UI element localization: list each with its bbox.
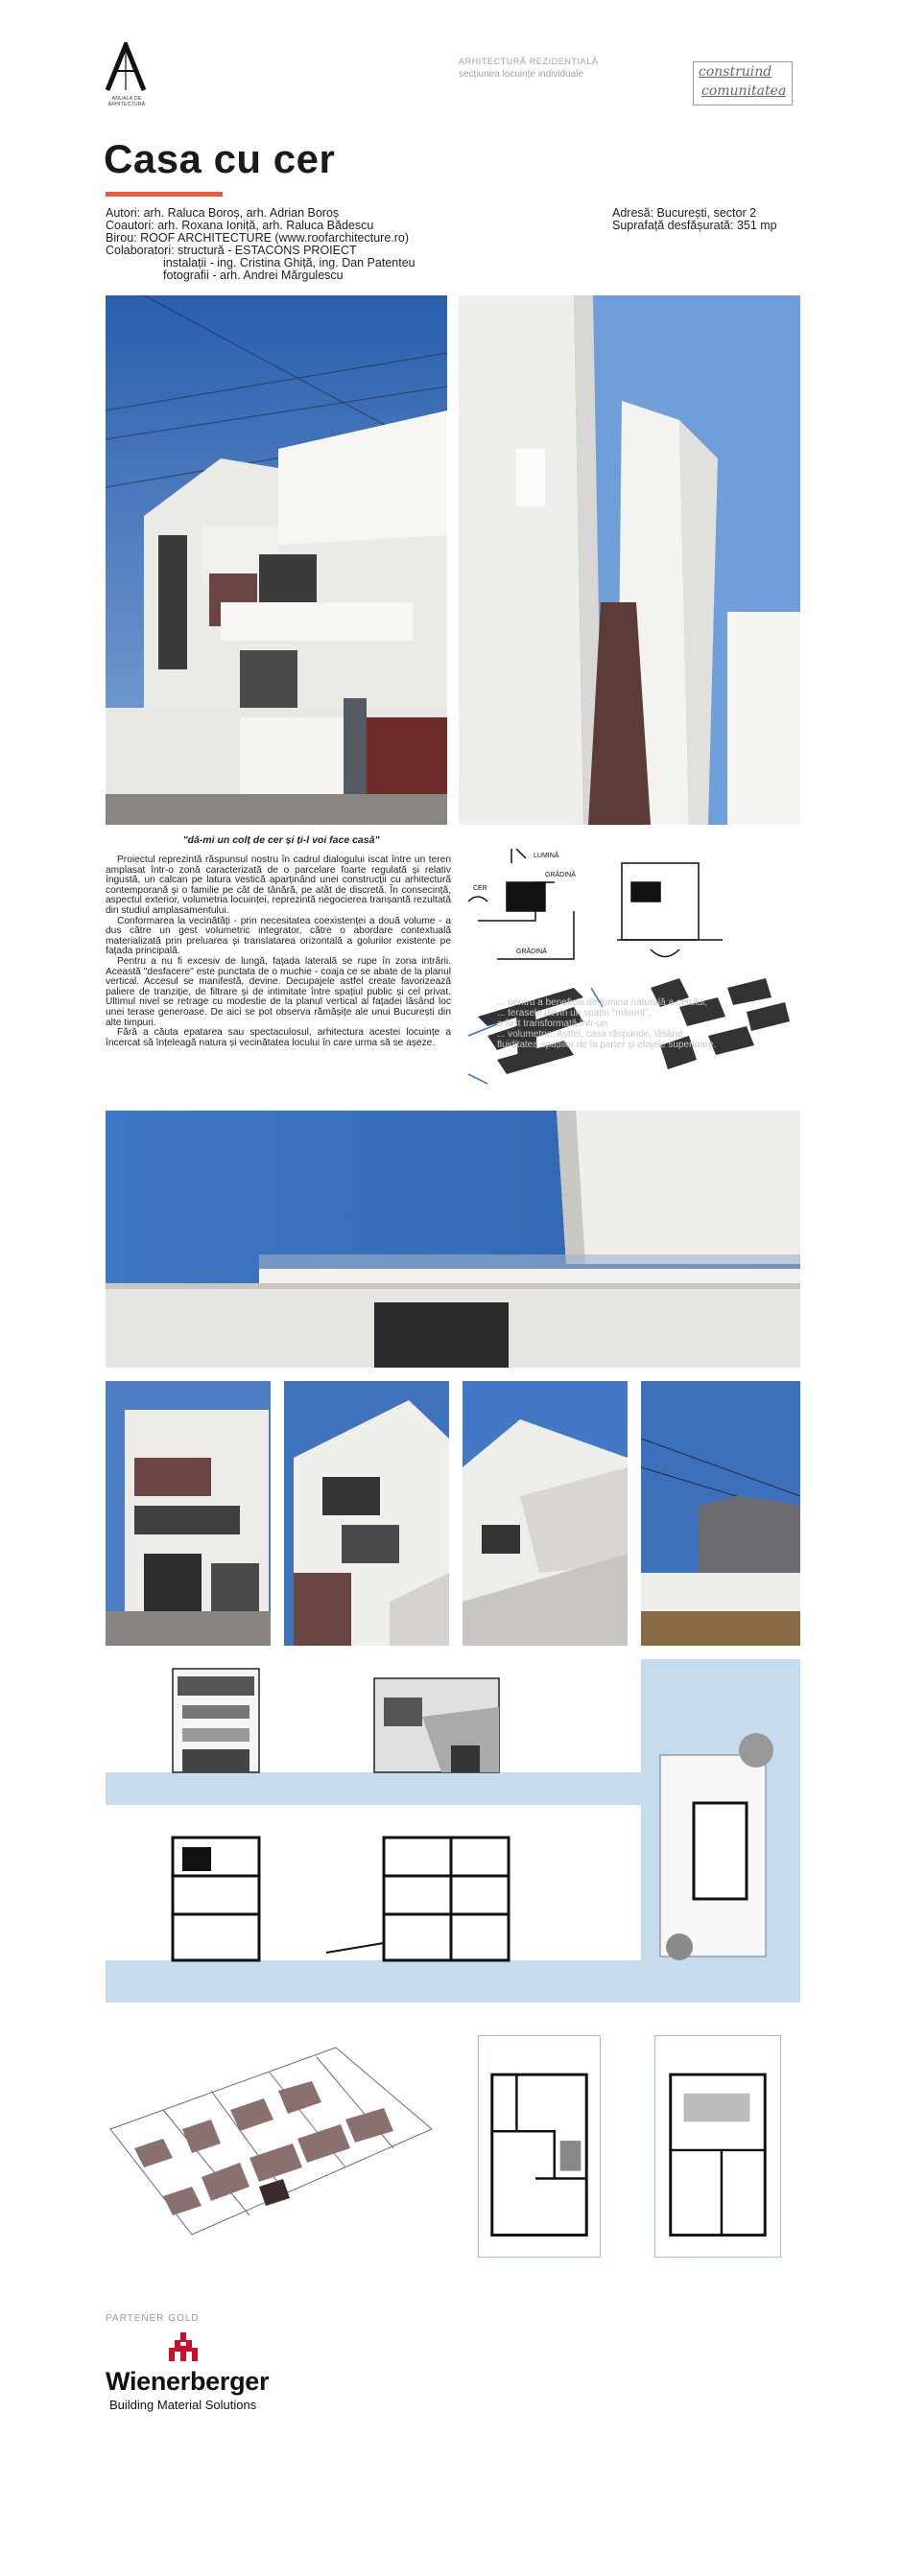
sketch-label-sky: CER xyxy=(473,885,487,892)
photo-entrance-stairs xyxy=(284,1381,449,1646)
photo-narrow-passage xyxy=(459,295,800,825)
ghost-line: a fost transformată într-un xyxy=(497,1019,608,1029)
ghost-line: ... pentru a beneficia de lumina naturală a cerului, xyxy=(497,997,708,1008)
credits-block xyxy=(106,207,415,282)
project-area: Suprafață desfășurată: 351 mp xyxy=(612,219,777,232)
partner-name: Wienerberger xyxy=(106,2367,270,2396)
ghost-line: ... terasele devin un spațiu "mărunt", xyxy=(497,1008,652,1019)
project-description xyxy=(106,855,451,1048)
ghost-text-overlay xyxy=(497,997,785,1050)
cc-logo-line2: comunitatea xyxy=(701,83,787,99)
drawing-sections xyxy=(106,1818,641,2002)
project-address: Adresă: București, sector 2 xyxy=(612,206,757,220)
section-label xyxy=(459,56,598,81)
photo-neighbourhood-view xyxy=(641,1381,800,1646)
sketch-label-garden: GRĂDINĂ xyxy=(545,872,576,878)
title-accent-bar xyxy=(106,192,223,197)
description-paragraph: Pentru a nu fi excesiv de lungă, fațada laterală se rupe în zona intrării. Această "desfacere" este punctata de o muchie - coaja ce se abate de la planul vertical. Accesul se manifestă, devine. Decupajele astfel create favorizează paliere de tranziție, de filtrare și de intimitate între spațiul public și cel privat. Ultimul nivel se retrage cu modestie de la planul vertical al fațadei lăsând loc unei terase generoase. De aici se pot observa rămășițe ale unui București din alte timpuri. xyxy=(106,955,451,1028)
logo-caption: ANUALA DE ARHITECTURĂ xyxy=(107,96,146,107)
credits-photos: fotografii - arh. Andrei Mărgulescu xyxy=(163,269,344,282)
drawing-site-plan xyxy=(641,1659,800,2002)
description-paragraph: Conformarea la vecinătăți - prin necesitatea coexistenței a două volume - a dus către un gest volumetric integrator, către o abordare contextuală materializată prin preluarea și translatarea orizontală a golurilor existente pe fațada principală. xyxy=(106,915,451,957)
photo-angled-volumes xyxy=(463,1381,628,1646)
partner-tagline: Building Material Solutions xyxy=(109,2398,257,2412)
architecture-annual-logo xyxy=(104,42,148,92)
cc-logo-line1: construind xyxy=(699,64,772,80)
credits-structure: Colaboratori: structură - ESTACONS PROIECT xyxy=(106,244,357,257)
concept-sketches xyxy=(459,844,798,1103)
credits-installations: instalații - ing. Cristina Ghiță, ing. Dan Patenteu xyxy=(163,256,415,269)
drawing-floor-plan-upper xyxy=(654,2035,781,2258)
description-paragraph: Fără a căuta epatarea sau spectaculosul, arhitectura acestei locuințe a încercat să înțeleagă natura și vecinătatea locului în care urma să se așeze. xyxy=(106,1027,451,1048)
partner-label: PARTENER GOLD xyxy=(106,2313,200,2324)
page-title: Casa cu cer xyxy=(104,136,336,181)
credits-office: Birou: ROOF ARCHITECTURE (www.roofarchitecture.ro) xyxy=(106,231,410,245)
construind-comunitatea-logo xyxy=(693,61,793,105)
project-quote: "dă-mi un colț de cer și ți-l voi face casă" xyxy=(182,834,380,846)
drawing-floor-plan-ground xyxy=(478,2035,601,2258)
ghost-line: fluiditatea spațiilor de la parter și etajele superioare. xyxy=(497,1040,717,1050)
project-meta xyxy=(612,207,777,232)
sketch-label-garden-2: GRĂDINĂ xyxy=(516,948,547,955)
section-category: ARHITECTURĂ REZIDENȚIALĂ xyxy=(459,57,599,66)
section-subcategory: secțiunea locuințe individuale xyxy=(459,69,584,80)
photo-terrace-overhang xyxy=(106,1111,800,1368)
ghost-line: ... volumetrie. Astfel, casa răspunde, lăsând xyxy=(497,1029,683,1040)
drawing-elevations xyxy=(106,1659,641,1805)
wienerberger-emblem xyxy=(169,2332,198,2367)
drawing-site-axonometry xyxy=(106,2014,441,2273)
description-paragraph: Proiectul reprezintă răspunsul nostru în cadrul dialogului iscat între un teren amplasat într-o zonă caracterizată de o parcelare foarte regulată și relativ îngustă, un calcan pe latura vestică aparținând unei construcții cu arhitectură contemporană și o familie pe cât de tânără, pe atât de discretă. În consecință, aspectul exterior, volumetria locuinței, reprezintă negocierea tranșantă rezultată din studiul amplasamentului. xyxy=(106,855,451,916)
photo-street-facade xyxy=(106,1381,271,1646)
photo-house-exterior xyxy=(106,295,447,825)
credits-coauthors: Coautori: arh. Roxana Ioniță, arh. Raluca Bădescu xyxy=(106,219,374,232)
credits-authors: Autori: arh. Raluca Boroș, arh. Adrian Boroș xyxy=(106,206,340,220)
sketch-label-light: LUMINĂ xyxy=(534,853,559,859)
